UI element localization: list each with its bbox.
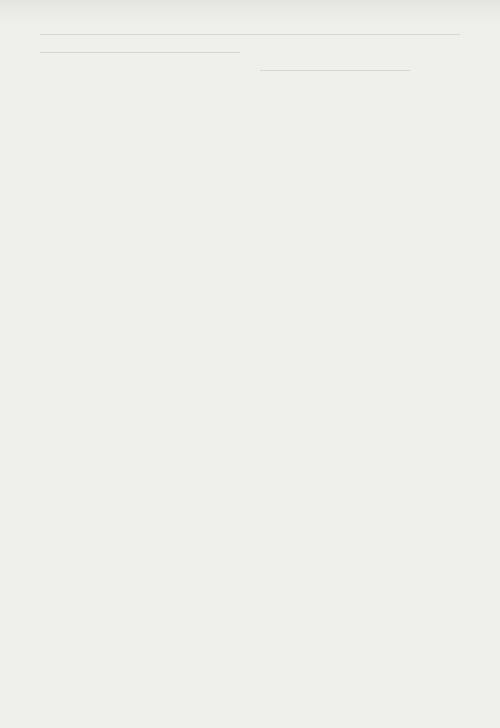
bleed-rule — [40, 52, 240, 53]
previous-page-bleed — [0, 0, 500, 24]
bleed-rule — [260, 70, 410, 71]
bleed-rule — [40, 34, 460, 35]
